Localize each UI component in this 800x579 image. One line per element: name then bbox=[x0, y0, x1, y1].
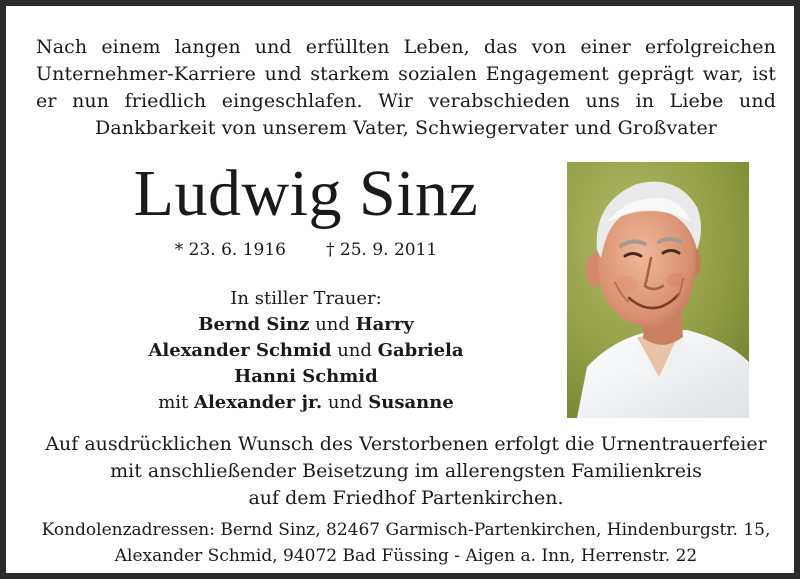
mourner-line-2 bbox=[106, 338, 506, 364]
mourners-block bbox=[106, 286, 506, 416]
mourner-line-3 bbox=[106, 364, 506, 390]
mourner-name: Bernd Sinz bbox=[198, 314, 310, 335]
life-dates bbox=[106, 239, 506, 261]
deceased-name: Ludwig Sinz bbox=[133, 157, 479, 230]
portrait-illustration bbox=[567, 162, 749, 418]
mourner-line-4 bbox=[106, 390, 506, 416]
notice-line: Auf ausdrücklichen Wunsch des Verstorbenen erfolgt die Urnentrauerfeier bbox=[45, 433, 767, 455]
portrait-photo bbox=[567, 162, 749, 418]
mourner-line-1 bbox=[106, 312, 506, 338]
mourner-name: Susanne bbox=[368, 392, 454, 413]
mourner-name: Alexander Schmid bbox=[148, 340, 332, 361]
condolence-addresses bbox=[36, 517, 776, 569]
mourner-name: Hanni Schmid bbox=[234, 366, 378, 387]
birth-date: * 23. 6. 1916 bbox=[174, 240, 286, 260]
mourner-conjunction: und bbox=[309, 314, 356, 335]
mourner-name: Alexander jr. bbox=[193, 392, 323, 413]
mourner-conjunction: und bbox=[322, 392, 369, 413]
mourner-prefix: mit bbox=[158, 392, 194, 413]
notice-line: mit anschließender Beisetzung im allerengsten Familienkreis bbox=[110, 460, 702, 482]
funeral-notice bbox=[36, 431, 776, 512]
death-date: † 25. 9. 2011 bbox=[326, 240, 438, 260]
mourning-heading: In stiller Trauer: bbox=[230, 288, 382, 309]
intro-text: Nach einem langen und erfüllten Leben, das von einer erfolgreichen Unternehmer-Karriere und starkem sozialen Engagement geprägt war, ist er nun friedlich eingeschlafen. Wir verabschieden uns in Liebe und Dankbarkeit von unserem Vater, Schwiegervater und Großvater bbox=[36, 36, 776, 139]
address-line: Alexander Schmid, 94072 Bad Füssing - Aigen a. Inn, Herrenstr. 22 bbox=[114, 546, 698, 566]
mourner-name: Harry bbox=[355, 314, 414, 335]
mourner-conjunction: und bbox=[331, 340, 378, 361]
notice-line: auf dem Friedhof Partenkirchen. bbox=[248, 487, 564, 509]
address-line: Kondolenzadressen: Bernd Sinz, 82467 Garmisch-Partenkirchen, Hindenburgstr. 15, bbox=[41, 520, 771, 540]
mourner-name: Gabriela bbox=[377, 340, 464, 361]
